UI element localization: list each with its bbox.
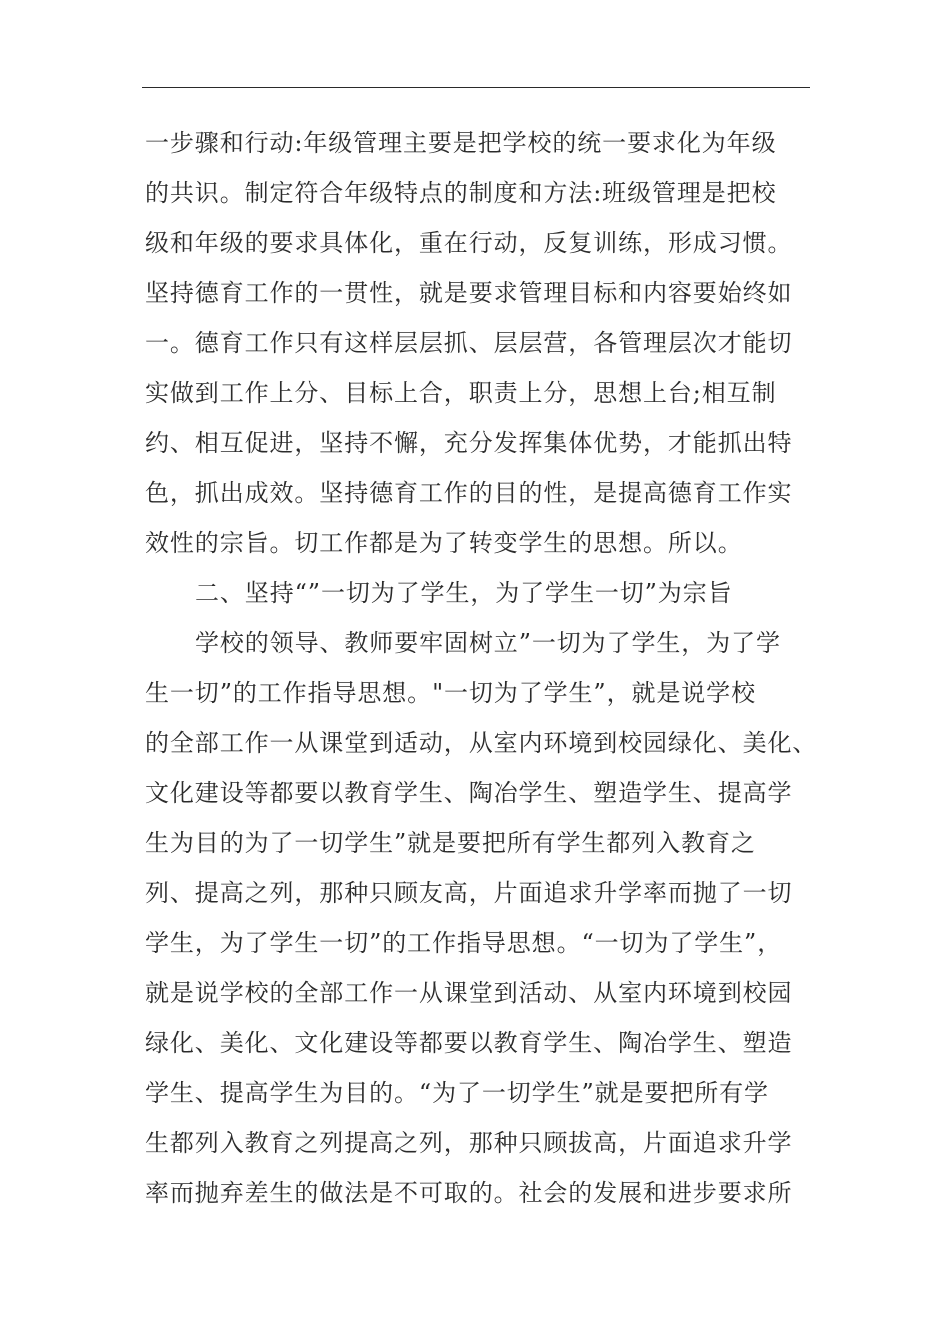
header-rule [142,87,810,88]
text-line: 级和年级的要求具体化，重在行动，反复训练，形成习惯。 [145,229,793,257]
text-line: 的全部工作一从课堂到适动，从室内环境到校园绿化、美化、 [145,729,818,757]
text-line: 实做到工作上分、目标上合，职责上分，思想上台;相互制 [145,379,777,407]
paragraph-start-line: 学校的领导、教师要牢固树立”一切为了学生，为了学 [195,629,781,657]
text-line: 文化建设等都要以教育学生、陶冶学生、塑造学生、提高学 [145,779,793,807]
text-line: 学生，为了学生一切”的工作指导思想。“一切为了学生”， [145,929,783,957]
text-line: 生为目的为了一切学生”就是要把所有学生都列入教育之 [145,829,756,857]
text-line: 绿化、美化、文化建设等都要以教育学生、陶冶学生、塑造 [145,1029,793,1057]
text-line: 学生、提高学生为目的。“为了一切学生”就是要把所有学 [145,1079,769,1107]
text-line: 的共识。制定符合年级特点的制度和方法:班级管理是把校 [145,179,777,207]
text-line: 一步骤和行动:年级管理主要是把学校的统一要求化为年级 [145,129,777,157]
text-line: 生一切”的工作指导思想。"一切为了学生”，就是说学校 [145,679,756,707]
text-line: 色，抓出成效。坚持德育工作的目的性，是提高德育工作实 [145,479,793,507]
section-heading: 二、坚持“”一切为了学生，为了学生一切”为宗旨 [195,579,733,607]
body-text [145,118,818,1218]
text-line: 率而抛弃差生的做法是不可取的。社会的发展和进步要求所 [145,1179,793,1207]
text-line: 一。德育工作只有这样层层抓、层层营，各管理层次才能切 [145,329,793,357]
text-line: 效性的宗旨。切工作都是为了转变学生的思想。所以。 [145,529,743,557]
text-line: 列、提高之列，那种只顾友高，片面追求升学率而抛了一切 [145,879,793,907]
text-line: 约、相互促进，坚持不懈，充分发挥集体优势，才能抓出特 [145,429,793,457]
text-line: 坚持德育工作的一贯性，就是要求管理目标和内容要始终如 [145,279,793,307]
text-line: 生都列入教育之列提高之列，那种只顾拔高，片面追求升学 [145,1129,793,1157]
text-line: 就是说学校的全部工作一从课堂到活动、从室内环境到校园 [145,979,793,1007]
